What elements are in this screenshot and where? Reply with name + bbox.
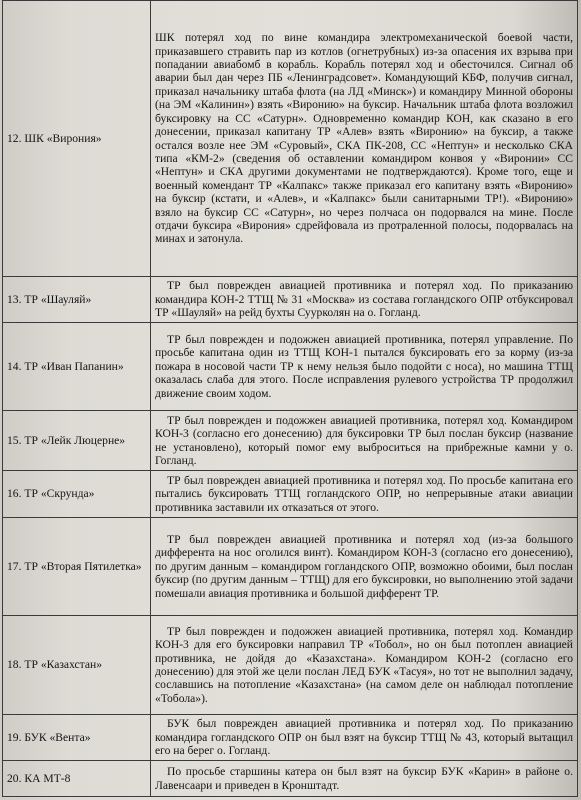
- table-row: [3, 616, 578, 715]
- description-cell: ТР был поврежден авиацией противника и потерял ход. По приказанию командира КОН-2 ТТЩ № 31 «Москва» из состава гогландского ОПР отбуксировал ТР «Шауляй» на рейд бухты Суурколян на о. Гогланд.: [151, 277, 578, 323]
- table-row: [3, 761, 578, 797]
- description-cell: БУК был поврежден авиацией противника и потерял ход. По приказанию командира гогландского ОПР он был взят на буксир ТТЩ № 43, который вытащил его на берег о. Гогланд.: [151, 715, 578, 761]
- ship-name-cell: 13. ТР «Шауляй»: [3, 277, 151, 323]
- ship-name-cell: 19. БУК «Вента»: [3, 715, 151, 761]
- table-row: [3, 323, 578, 411]
- ship-name-cell: 18. ТР «Казахстан»: [3, 616, 151, 715]
- table-row: [3, 518, 578, 616]
- ship-name-cell: 20. КА МТ-8: [3, 761, 151, 797]
- description-cell: ТР был поврежден и подожжен авиацией противника, потерял управление. По просьбе капитана один из ТТЩ КОН-1 пытался буксировать его за корму (из-за пожара в носовой части ТР к нему нельзя было подойти с носа), но машина ТТЩ оказалась слаба для этого. После исправления рулевого устройства ТР продолжил движение своим ходом.: [151, 323, 578, 411]
- table-row: [3, 411, 578, 471]
- ship-name-cell: 15. ТР «Лейк Люцерне»: [3, 411, 151, 471]
- description-cell: ТР был поврежден авиацией противника и потерял ход. По просьбе капитана его пытались буксировать ТТЩ гогландского ОПР, но непрерывные атаки авиации противника заставили их отказаться от этого.: [151, 471, 578, 518]
- description-cell: ТР был поврежден и подожжен авиацией противника, потерял ход. Командир КОН-3 для его буксировки направил ТР «Тобол», но он был потоплен авиацией противника, не дойдя до «Казахстана». Командиром КОН-2 (согласно его донесению) для этой же цели послан ЛЕД БУК «Тасуя», но тот не выполнил задачу, сославшись на потопление «Казахстана» (на самом деле он наблюдал потопление «Тобола»).: [151, 616, 578, 715]
- ship-name-cell: 17. ТР «Вторая Пятилетка»: [3, 518, 151, 616]
- ship-name-cell: 16. ТР «Скрунда»: [3, 471, 151, 518]
- table-row: [3, 471, 578, 518]
- description-cell: ТР был поврежден и подожжен авиацией противника, потерял ход. Командиром КОН-3 (согласно его донесению) для буксировки ТР был послан буксир (название не установлено), который помог ему выброситься на прибрежные камни у о. Гогланд.: [151, 411, 578, 471]
- table-row: [3, 1, 578, 277]
- description-cell: ШК потерял ход по вине командира электромеханической боевой части, приказавшего стравить пар из котлов (огнетрубных) из-за опасения их взрыва при попадании авиабомб в корабль. Корабль потерял ход и обесточился. Сигнал об аварии был дан через ПБ «Ленинградсовет». Командующий КБФ, получив сигнал, приказал начальнику штаба флота (на ЛД «Минск») и командиру Минной обороны (на ЭМ «Калинин») взять «Виронию» на буксир. Начальник штаба флота возложил буксировку на СС «Сатурн». Одновременно командир КОН, как сказано в его донесении, приказал капитану ТР «Алев» взять «Виронию» на буксир, а также остался возле нее ЭМ «Суровый», СКА ПК-208, СС «Нептун» и несколько СКА типа «КМ-2» (сведения об оставлении командиром конвоя у «Виронии» СС «Нептун» и СКА другими документами не подтверждаются). Кроме того, еще и военный комендант ТР «Калпакс» также приказал его капитану взять «Виронию» на буксир (кстати, и «Алев», и «Калпакс» были санитарными ТР!). «Виронию» взяло на буксир СС «Сатурн», но через полчаса он подорвался на мине. После отдачи буксира «Вирония» сдрейфовала из протраленной полосы, подорвалась на минах и затонула.: [151, 1, 578, 277]
- table-row: [3, 715, 578, 761]
- table-row: [3, 277, 578, 323]
- ship-name-cell: 12. ШК «Вирония»: [3, 1, 151, 277]
- ships-table: [2, 0, 578, 797]
- description-cell: По просьбе старшины катера он был взят на буксир БУК «Карин» в районе о. Лавенсаари и приведен в Кронштадт.: [151, 761, 578, 797]
- ship-name-cell: 14. ТР «Иван Папанин»: [3, 323, 151, 411]
- description-cell: ТР был поврежден авиацией противника и потерял ход (из-за большого дифферента на нос оголился винт). Командиром КОН-3 (согласно его донесению), по другим данным – командиром гогландского ОПР, возможно обоими, был послан буксир (по другим данным – ТТЩ) для его буксировки, но выполнению этой задачи помешали авиация противника и большой дифферент ТР.: [151, 518, 578, 616]
